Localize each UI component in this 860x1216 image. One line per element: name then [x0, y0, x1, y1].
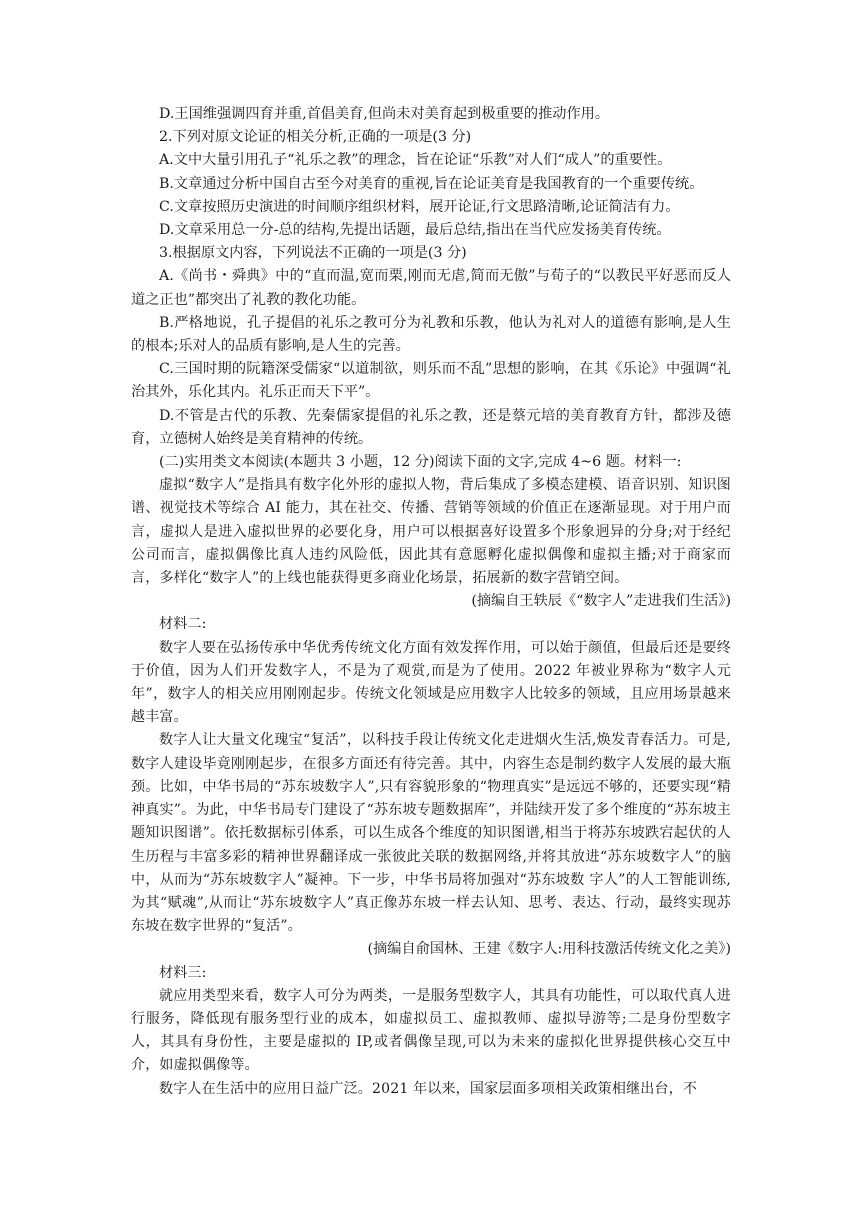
material3-paragraph-2: 数字人在生活中的应用日益广泛。2021 年以来，国家层面多项相关政策相继出台，不 [159, 1080, 698, 1097]
q3-stem: 3.根据原文内容，下列说法不正确的一项是(3 分) [159, 245, 467, 262]
material2-source: (摘编自俞国林、王建《数字人:用科技激活传统文化之美》) [367, 941, 731, 958]
material1-text: 虚拟“数字人”是指具有数字化外形的虚拟人物，背后集成了多模态建模、语音识别、知识图谱、视觉技术等综合 AI 能力，其在社交、传播、营销等领域的价值正在逐渐显现。对于用户而言，虚拟人是进入虚拟世界的必要化身，用户可以根据喜好设置多个形象迥异的分身;对于经纪公司而言，虚拟偶像比真人违约风险低，因此其有意愿孵化虚拟偶像和虚拟主播;对于商家而言，多样化“数字人”的上线也能获得更多商业化场景，拓展新的数字营销空间。 [131, 477, 731, 587]
q2-option-a: A.文中大量引用孔子“礼乐之教”的理念，旨在论证“乐教”对人们“成人”的重要性。 [159, 152, 672, 169]
q1-option-d: D.王国维强调四育并重,首倡美育,但尚未对美育起到极重要的推动作用。 [159, 106, 610, 122]
q2-option-d: D.文章采用总一分-总的结构,先提出话题，最后总结,指出在当代应发扬美育传统。 [159, 222, 671, 239]
q2-option-b: B.文章通过分析中国自古至今对美育的重视,旨在论证美育是我国教育的一个重要传统。 [159, 175, 704, 192]
q2-option-c: C.文章按照历史演进的时间顺序组织材料，展开论证,行文思路清晰,论证简洁有力。 [159, 198, 680, 215]
material1-source: (摘编自王轶辰《“数字人”走进我们生活》) [471, 593, 731, 610]
material2-label: 材料二: [159, 616, 207, 633]
q3-option-d: D.不管是古代的乐教、先秦儒家提倡的礼乐之教，还是蔡元培的美育教育方针，都涉及德育，立德树人始终是美育精神的传统。 [131, 407, 731, 447]
q3-option-c: C.三国时期的阮籍深受儒家“以道制欲，则乐而不乱”思想的影响，在其《乐论》中强调“礼治其外，乐化其内。礼乐正而天下平”。 [131, 361, 731, 401]
q3-option-b: B.严格地说，孔子提倡的礼乐之教可分为礼教和乐教，他认为礼对人的道德有影响,是人生的根本;乐对人的品质有影响,是人生的完善。 [131, 314, 731, 355]
material3-label: 材料三: [159, 964, 207, 981]
q3-option-a: A.《尚书・舜典》中的“直而温,宽而栗,刚而无虐,简而无傲”与荀子的“以教民平好恶而反人道之正也”都突出了礼教的教化功能。 [131, 268, 731, 308]
material2-paragraph-2: 数字人让大量文化瑰宝“复活”，以科技手段让传统文化走进烟火生活,焕发青春活力。可是,数字人建设毕竟刚刚起步，在很多方面还有待完善。其中，内容生态是制约数字人发展的最大瓶颈。比如，中华书局的“苏东坡数字人”,只有容貌形象的“物理真实”是远远不够的，还要实现“精神真实”。为此，中华书局专门建设了“苏东坡专题数据库”，并陆续开发了多个维度的“苏东坡主题知识图谱”。依托数据标引体系，可以生成各个维度的知识图谱,相当于将苏东坡跌宕起伏的人生历程与丰富多彩的精神世界翻译成一张彼此关联的数据网络,并将其放进“苏东坡数字人”的脑中，从而为“苏东坡数字人”凝神。下一步，中华书局将加强对“苏东坡数 字人”的人工智能训练,为其“赋魂”,从而让“苏东坡数字人”真正像苏东坡一样去认知、思考、表达、行动，最终实现苏东坡在数字世界的“复活”。 [131, 732, 731, 935]
material2-paragraph-1: 数字人要在弘扬传承中华优秀传统文化方面有效发挥作用，可以始于颜值，但最后还是要终于价值，因为人们开发数字人，不是为了观赏,而是为了使用。2022 年被业界称为“数字人元年”，数字人的相关应用刚刚起步。传统文化领域是应用数字人比较多的领域，且应用场景越来越丰富。 [131, 639, 731, 726]
section-intro: (二)实用类文本阅读(本题共 3 小题，12 分)阅读下面的文字,完成 4~6 题。材料一: [159, 454, 682, 471]
material3-paragraph-1: 就应用类型来看，数字人可分为两类，一是服务型数字人，其具有功能性，可以取代真人进行服务，降低现有服务型行业的成本，如虚拟员工、虚拟教师、虚拟导游等;二是身份型数字人，其具有身份性，主要是虚拟的 IP,或者偶像呈现,可以为未来的虚拟化世界提供核心交互中介，如虚拟偶像等。 [131, 987, 731, 1074]
q2-stem: 2.下列对原文论证的相关分析,正确的一项是(3 分) [159, 129, 472, 146]
question-block-1-3 [131, 103, 731, 1101]
